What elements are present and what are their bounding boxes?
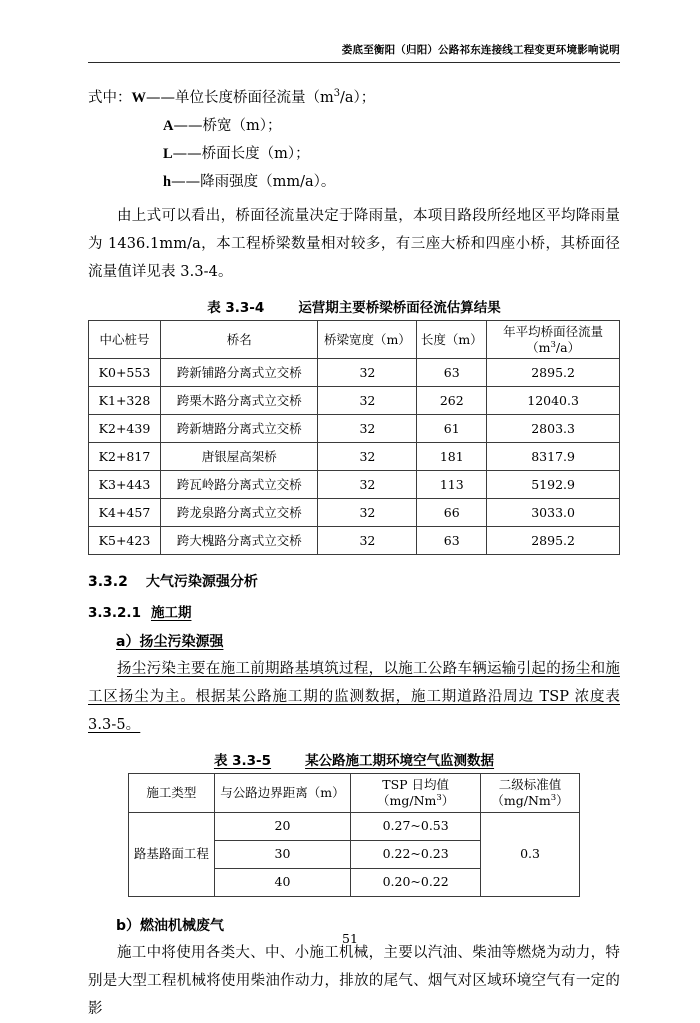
table-334-header-stake: 中心桩号 <box>89 321 161 359</box>
formula-text-l: 桥面长度（m）； <box>201 146 310 162</box>
table-335-header-row <box>129 774 580 812</box>
heading-section-332 <box>88 571 620 591</box>
cell-runoff: 3033.0 <box>487 499 620 527</box>
paragraph-dust-source: 扬尘污染主要在施工前期路基填筑过程，以施工公路车辆运输引起的扬尘和施工区扬尘为主。根据某公路施工期的监测数据，施工期道路沿周边 TSP 浓度表 3.3-5。 <box>88 661 620 734</box>
table-335-header-standard <box>481 774 580 812</box>
table-334-header-runoff <box>487 321 620 359</box>
formula-dash-l: —— <box>172 146 202 162</box>
cell-length: 63 <box>417 359 487 387</box>
cell-tsp-value: 0.22~0.23 <box>351 840 481 868</box>
table-row <box>89 387 620 415</box>
cell-stake: K5+423 <box>89 527 161 555</box>
table-335-header-type: 施工类型 <box>129 774 215 812</box>
heading-3321-title: 施工期 <box>150 605 192 622</box>
header-divider <box>88 62 620 63</box>
cell-distance: 40 <box>214 868 351 896</box>
table-334-header-width: 桥梁宽度（m） <box>318 321 417 359</box>
formula-legend-line-h <box>88 168 620 196</box>
cell-bridge-name: 跨新铺路分离式立交桥 <box>160 359 318 387</box>
formula-legend-line-a <box>88 112 620 140</box>
table-335-header-tsp <box>351 774 481 812</box>
page-footer <box>0 931 700 946</box>
heading-332-title: 大气污染源强分析 <box>145 574 258 591</box>
cell-length: 63 <box>417 527 487 555</box>
cell-stake: K3+443 <box>89 471 161 499</box>
table-334-header-length: 长度（m） <box>417 321 487 359</box>
cell-bridge-name: 跨新塘路分离式立交桥 <box>160 415 318 443</box>
formula-lead-label: 式中： <box>88 90 132 106</box>
table-row <box>129 812 580 840</box>
table-335-header-standard-sup: 3 <box>550 792 557 803</box>
cell-runoff: 8317.9 <box>487 443 620 471</box>
table-335-header-tsp-suffix: ） <box>441 792 455 808</box>
table-334-header-name: 桥名 <box>160 321 318 359</box>
table-335-caption <box>88 749 620 769</box>
cell-tsp-value: 0.20~0.22 <box>351 868 481 896</box>
formula-text-w: 单位长度桥面径流量（m <box>175 90 334 106</box>
table-334-header-row <box>89 321 620 359</box>
table-row <box>89 527 620 555</box>
table-335-header-standard-suffix: ） <box>556 792 569 808</box>
cell-width: 32 <box>318 471 417 499</box>
cell-runoff: 12040.3 <box>487 387 620 415</box>
table-335-header-distance: 与公路边界距离（m） <box>214 774 351 812</box>
formula-text-a: 桥宽（m）； <box>202 118 282 134</box>
cell-runoff: 2895.2 <box>487 527 620 555</box>
cell-standard-value: 0.3 <box>481 812 580 896</box>
cell-length: 66 <box>417 499 487 527</box>
table-334-caption-title: 运营期主要桥梁桥面径流估算结果 <box>298 300 501 316</box>
cell-length: 61 <box>417 415 487 443</box>
cell-length: 262 <box>417 387 487 415</box>
formula-tail-w: /a）； <box>340 90 376 106</box>
cell-width: 32 <box>318 527 417 555</box>
heading-3321-number: 3.3.2.1 <box>88 605 141 622</box>
cell-distance: 30 <box>214 840 351 868</box>
cell-construction-type: 路基路面工程 <box>129 812 215 896</box>
table-row <box>89 415 620 443</box>
cell-stake: K4+457 <box>89 499 161 527</box>
cell-stake: K1+328 <box>89 387 161 415</box>
paragraph-fuel-machinery: 施工中将使用各类大、中、小施工机械，主要以汽油、柴油等燃烧为动力，特别是大型工程机械将使用柴油作动力，排放的尾气、烟气对区域环境空气有一定的影 <box>88 944 620 1017</box>
formula-symbol-l: L <box>163 146 173 162</box>
cell-length: 113 <box>417 471 487 499</box>
cell-runoff: 2803.3 <box>487 415 620 443</box>
cell-width: 32 <box>318 443 417 471</box>
cell-stake: K0+553 <box>89 359 161 387</box>
table-334-caption-number: 表 3.3-4 <box>207 300 265 316</box>
heading-332-number: 3.3.2 <box>88 574 128 591</box>
cell-runoff: 5192.9 <box>487 471 620 499</box>
table-row <box>89 499 620 527</box>
cell-width: 32 <box>318 359 417 387</box>
page-number: 51 <box>342 931 358 946</box>
heading-item-a-label: a）扬尘污染源强 <box>116 634 224 651</box>
formula-legend <box>88 84 620 196</box>
heading-item-b-label: b）燃油机械废气 <box>116 917 225 934</box>
table-335-header-tsp-sup: 3 <box>436 792 442 803</box>
table-operation-bridge-runoff <box>88 320 620 555</box>
table-335-header-standard-prefix: 二级标准值（mg/Nm <box>491 777 562 808</box>
formula-dash-a: —— <box>173 118 203 134</box>
table-335-caption-number: 表 3.3-5 <box>213 753 272 770</box>
cell-width: 32 <box>318 415 417 443</box>
cell-bridge-name: 跨栗木路分离式立交桥 <box>160 387 318 415</box>
table-construction-air-monitoring <box>128 773 580 896</box>
formula-symbol-h: h <box>163 174 172 190</box>
table-334-header-runoff-prefix: 年平均桥面径流量（m <box>503 324 604 355</box>
running-header-text: 娄底至衡阳（归阳）公路祁东连接线工程变更环境影响说明 <box>341 44 620 56</box>
formula-dash-h: —— <box>171 174 201 190</box>
cell-tsp-value: 0.27~0.53 <box>351 812 481 840</box>
table-335-caption-title: 某公路施工期环境空气监测数据 <box>305 753 495 770</box>
cell-runoff: 2895.2 <box>487 359 620 387</box>
table-334-caption <box>88 296 620 316</box>
formula-sup-w: 3 <box>333 88 341 100</box>
table-row <box>89 471 620 499</box>
cell-bridge-name: 跨大槐路分离式立交桥 <box>160 527 318 555</box>
formula-legend-line-w <box>88 84 620 112</box>
cell-width: 32 <box>318 499 417 527</box>
table-334-header-runoff-suffix: /a） <box>555 339 581 355</box>
table-row <box>89 359 620 387</box>
page-content <box>88 80 620 1023</box>
cell-bridge-name: 跨瓦岭路分离式立交桥 <box>160 471 318 499</box>
cell-distance: 20 <box>214 812 351 840</box>
formula-dash-w: —— <box>146 90 175 106</box>
cell-stake: K2+817 <box>89 443 161 471</box>
cell-stake: K2+439 <box>89 415 161 443</box>
cell-bridge-name: 跨龙泉路分离式立交桥 <box>160 499 318 527</box>
formula-text-h: 降雨强度（mm/a）。 <box>200 174 336 190</box>
heading-section-3321 <box>88 601 620 621</box>
table-334-header-runoff-sup: 3 <box>550 339 556 350</box>
formula-legend-line-l <box>88 140 620 168</box>
formula-symbol-a: A <box>163 118 174 134</box>
paragraph-runoff-intro: 由上式可以看出，桥面径流量决定于降雨量，本项目路段所经地区平均降雨量为 1436.1mm/a，本工程桥梁数量相对较多，有三座大桥和四座小桥，其桥面径流量值详见表 3.3-4。 <box>88 208 620 280</box>
running-header <box>88 44 620 58</box>
formula-symbol-w: W <box>131 90 146 106</box>
cell-bridge-name: 唐银屋高架桥 <box>160 443 318 471</box>
table-335-caption-wrap <box>214 753 494 769</box>
heading-item-a <box>88 631 620 651</box>
table-row <box>89 443 620 471</box>
table-335-header-tsp-prefix: TSP 日均值（mg/Nm <box>377 777 450 808</box>
cell-width: 32 <box>318 387 417 415</box>
cell-length: 181 <box>417 443 487 471</box>
